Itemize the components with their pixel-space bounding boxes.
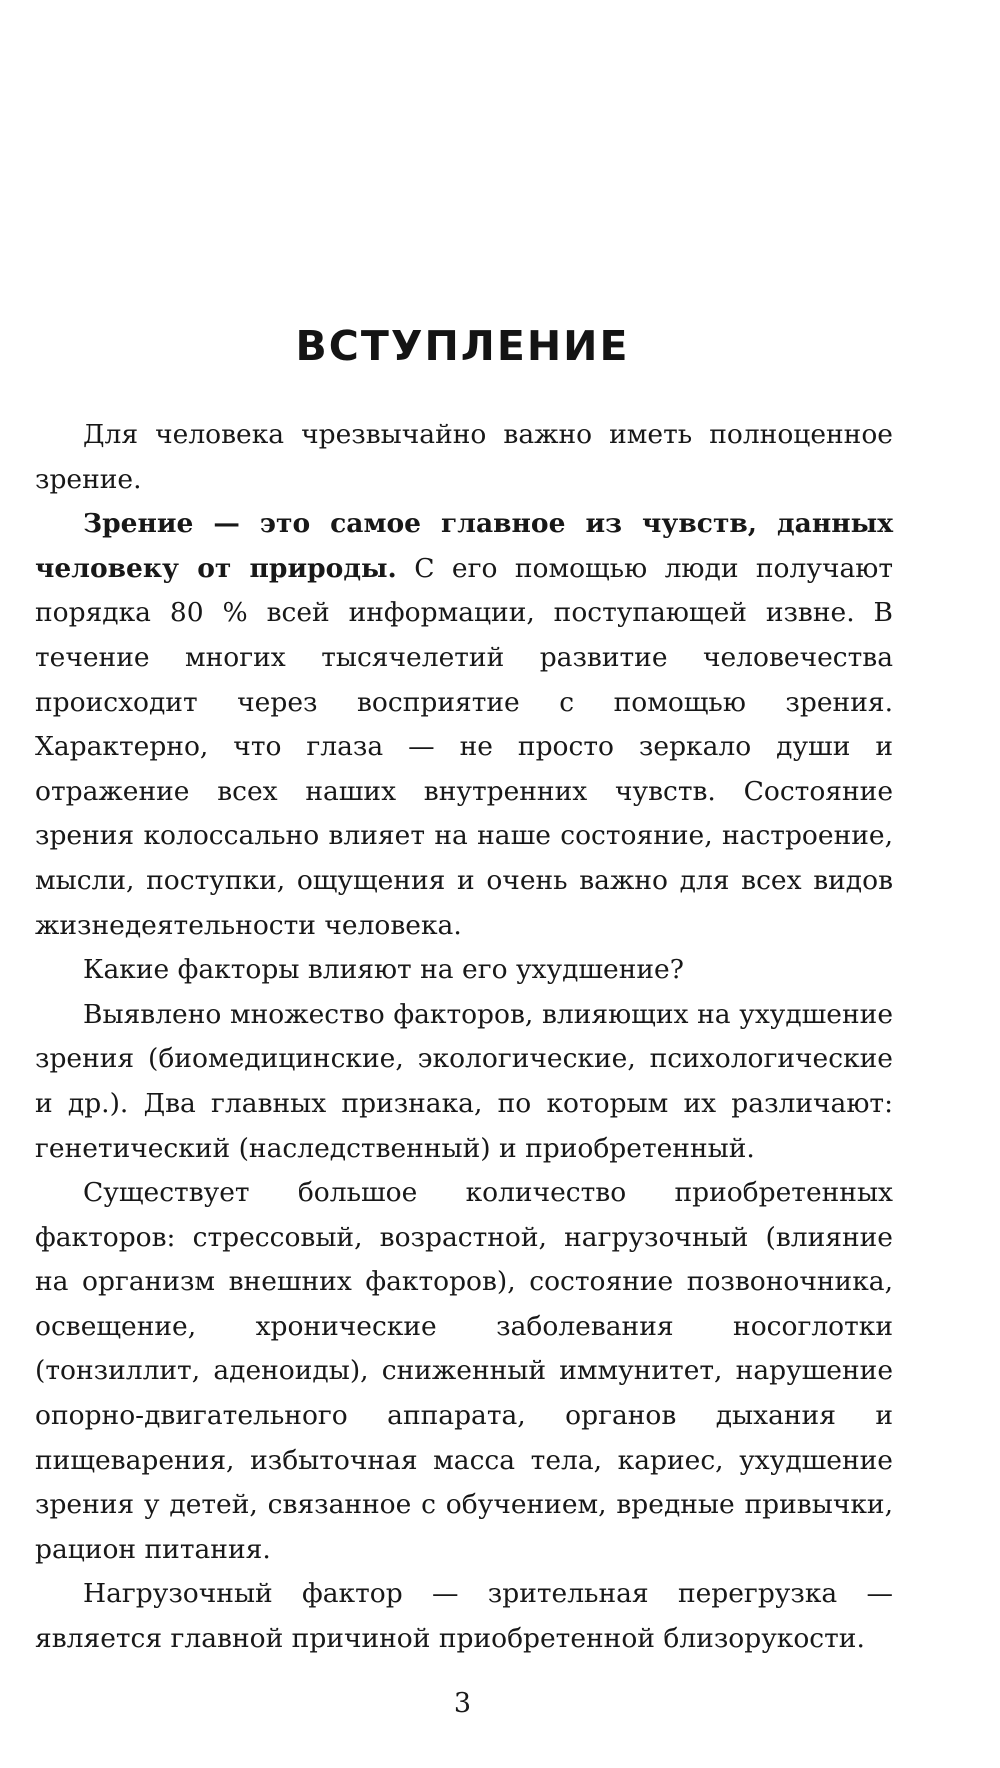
- page-number: 3: [453, 1688, 472, 1719]
- paragraph: [35, 993, 893, 1171]
- paragraph-text: Выявлено множество факторов, влияющих на ухудшение зрения (биомедицинские, экологические, психологические и др.). Два главных признака, по которым их различают: генетический (наследственный) и приобретенный.: [35, 998, 893, 1164]
- body-text: [35, 413, 893, 1662]
- paragraph-text: Существует большое количество приобретенных факторов: стрессовый, возрастной, нагрузочный (влияние на организм внешних факторов), состояние позвоночника, освещение, хронические заболевания носоглотки (тонзиллит, аденоиды), сниженный иммунитет, нарушение опорно-двигательного аппарата, органов дыхания и пищеварения, избыточная масса тела, кариес, ухудшение зрения у детей, связанное с обучением, вредные привычки, рацион питания.: [35, 1177, 893, 1565]
- paragraph: [35, 1171, 893, 1572]
- paragraph: [35, 413, 893, 502]
- paragraph-text: С его помощью люди получают порядка 80 % всей информации, поступающей извне. В течение многих тысячелетий развитие человечества происходит через восприятие с помощью зрения. Характерно, что глаза — не просто зеркало души и отражение всех наших внутренних чувств. Состояние зрения колоссально влияет на наше состояние, настроение, мысли, поступки, ощущения и очень важно для всех видов жизнедеятельности человека.: [35, 552, 893, 941]
- chapter-title: ВСТУПЛЕНИЕ: [295, 322, 630, 370]
- paragraph-emphasis: Зрение — это самое главное из чувств, данных человеку от природы.: [35, 508, 893, 584]
- paragraph: [35, 1572, 893, 1661]
- paragraph: [35, 948, 893, 993]
- paragraph-text: Для человека чрезвычайно важно иметь полноценное зрение.: [35, 419, 893, 495]
- paragraph: [35, 502, 893, 948]
- paragraph-text: Нагрузочный фактор — зрительная перегрузка — является главной причиной приобретенной близорукости.: [35, 1578, 893, 1655]
- paragraph-text: Какие факторы влияют на его ухудшение?: [83, 954, 684, 986]
